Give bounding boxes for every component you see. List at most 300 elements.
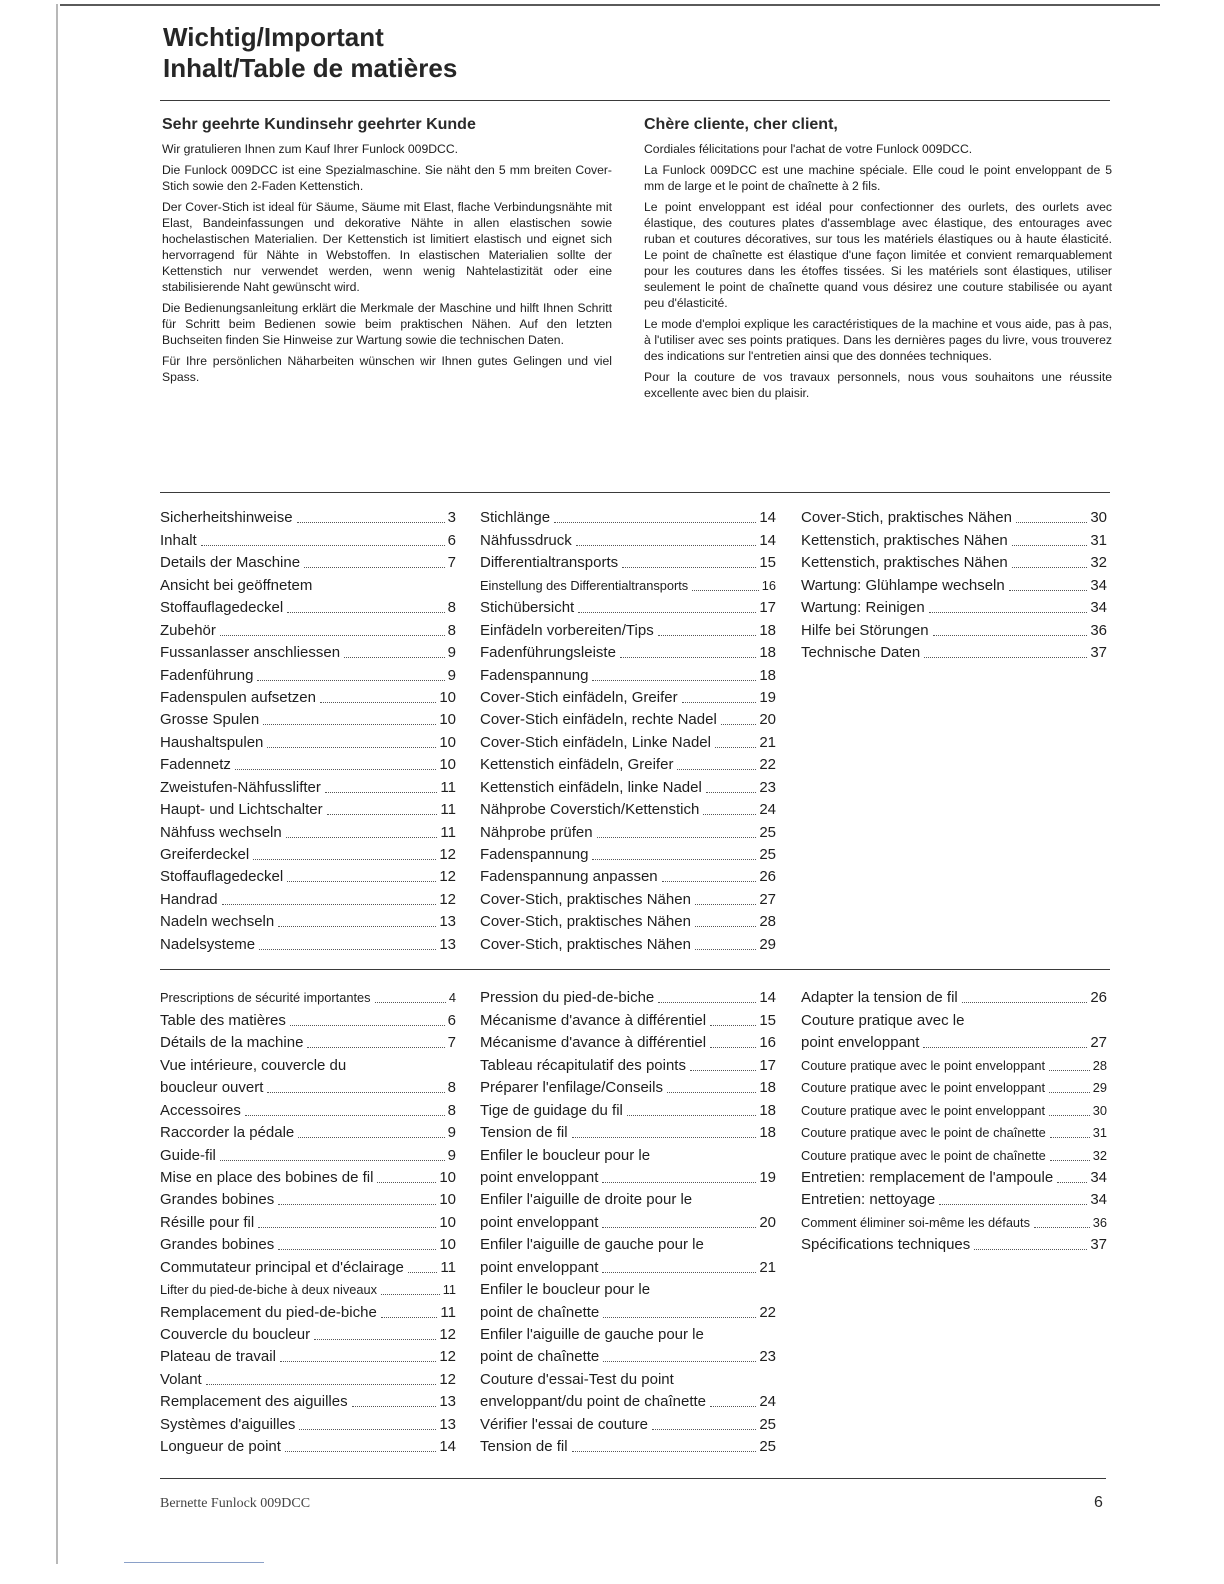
intro-german bbox=[162, 116, 612, 390]
toc-dot-leader bbox=[377, 1182, 436, 1183]
intro-german-paragraph: Für Ihre persönlichen Näharbeiten wünschen wir Ihnen gutes Gelingen und viel Spass. bbox=[162, 354, 612, 384]
toc-dot-leader bbox=[245, 1115, 445, 1116]
toc-dot-leader bbox=[692, 590, 759, 591]
toc-entry-label: Kettenstich einfädeln, linke Nadel bbox=[480, 778, 702, 796]
toc-entry bbox=[160, 1052, 456, 1074]
toc-entry-page: 12 bbox=[439, 890, 456, 908]
toc-dot-leader bbox=[267, 747, 436, 748]
toc-entry-label: Remplacement du pied-de-biche bbox=[160, 1303, 377, 1321]
toc-entry bbox=[160, 1097, 456, 1119]
toc-entry bbox=[480, 662, 776, 684]
intro-french-heading: Chère cliente, cher client, bbox=[644, 116, 838, 133]
toc-dot-leader bbox=[1009, 590, 1088, 591]
toc-dot-leader bbox=[286, 837, 438, 838]
toc-entry-label: Enfiler l'aiguille de gauche pour le bbox=[480, 1236, 704, 1254]
toc-entry-page: 18 bbox=[759, 666, 776, 684]
toc-entry bbox=[160, 1299, 456, 1321]
title-line-1: Wichtig/Important bbox=[163, 22, 384, 52]
toc-entry bbox=[160, 909, 456, 931]
toc-entry-label: Stichlänge bbox=[480, 509, 551, 527]
toc-entry-page: 18 bbox=[759, 621, 776, 639]
toc-entry bbox=[801, 550, 1107, 572]
toc-entry-page: 10 bbox=[439, 1191, 456, 1209]
toc-entry-page: 9 bbox=[447, 644, 456, 662]
toc-entry-label: Zubehör bbox=[160, 621, 216, 639]
toc-entry-page: 13 bbox=[439, 1415, 456, 1433]
toc-entry bbox=[801, 985, 1107, 1007]
toc-entry-page: 18 bbox=[759, 1079, 776, 1097]
toc-german-column-2 bbox=[480, 505, 776, 954]
toc-entry-page: 25 bbox=[759, 1438, 776, 1456]
toc-dot-leader bbox=[962, 1002, 1088, 1003]
toc-dot-leader bbox=[381, 1317, 438, 1318]
toc-entry-page: 18 bbox=[759, 1124, 776, 1142]
toc-entry-page: 34 bbox=[1090, 1191, 1107, 1209]
toc-entry bbox=[480, 1344, 776, 1366]
toc-entry-label: Prescriptions de sécurité importantes bbox=[160, 990, 371, 1006]
toc-entry-page: 8 bbox=[447, 1101, 456, 1119]
toc-dot-leader bbox=[280, 1361, 436, 1362]
toc-entry-label: Cover-Stich, praktisches Nähen bbox=[801, 509, 1012, 527]
toc-entry-page: 9 bbox=[447, 666, 456, 684]
toc-entry bbox=[160, 595, 456, 617]
toc-entry bbox=[480, 1232, 776, 1254]
toc-entry-page: 11 bbox=[442, 1282, 456, 1298]
toc-entry bbox=[480, 617, 776, 639]
toc-entry-label: point enveloppant bbox=[480, 1168, 599, 1186]
toc-dot-leader bbox=[1016, 522, 1087, 523]
toc-entry-label: Stoffauflagedeckel bbox=[160, 599, 284, 617]
toc-dot-leader bbox=[320, 702, 436, 703]
toc-entry bbox=[160, 550, 456, 572]
toc-entry-page: 12 bbox=[439, 1370, 456, 1388]
toc-dot-leader bbox=[939, 1204, 1087, 1205]
toc-entry bbox=[160, 1007, 456, 1029]
toc-entry-page: 18 bbox=[759, 644, 776, 662]
toc-entry bbox=[801, 1052, 1107, 1074]
toc-entry-page: 10 bbox=[439, 1213, 456, 1231]
toc-entry bbox=[160, 864, 456, 886]
toc-entry-label: Cover-Stich, praktisches Nähen bbox=[480, 935, 691, 953]
toc-entry-label: Commutateur principal et d'éclairage bbox=[160, 1258, 404, 1276]
toc-dot-leader bbox=[307, 1047, 444, 1048]
toc-entry-page: 28 bbox=[1092, 1057, 1107, 1073]
toc-entry-page: 12 bbox=[439, 868, 456, 886]
toc-dot-leader bbox=[620, 657, 756, 658]
toc-entry bbox=[160, 1187, 456, 1209]
page-edge-line bbox=[56, 4, 58, 1564]
toc-entry-page: 6 bbox=[447, 1011, 456, 1029]
toc-entry bbox=[801, 1007, 1107, 1029]
toc-entry bbox=[480, 527, 776, 549]
toc-entry bbox=[801, 1209, 1107, 1231]
toc-entry-label: Enfiler le boucleur pour le bbox=[480, 1146, 651, 1164]
toc-entry-label: Wartung: Reinigen bbox=[801, 599, 925, 617]
toc-entry-page: 30 bbox=[1092, 1102, 1107, 1118]
toc-dot-leader bbox=[710, 1047, 756, 1048]
toc-entry-page: 36 bbox=[1092, 1214, 1107, 1230]
toc-entry bbox=[801, 1120, 1107, 1142]
toc-entry-label: Volant bbox=[160, 1370, 202, 1388]
toc-entry bbox=[801, 617, 1107, 639]
toc-entry-label: Nähprobe prüfen bbox=[480, 823, 593, 841]
toc-entry-label: Longueur de point bbox=[160, 1438, 281, 1456]
toc-entry bbox=[480, 1299, 776, 1321]
toc-entry-page: 11 bbox=[440, 1258, 456, 1276]
toc-dot-leader bbox=[1049, 1092, 1090, 1093]
toc-entry-label: Fadenspannung bbox=[480, 666, 589, 684]
toc-entry-label: Cover-Stich einfädeln, Greifer bbox=[480, 688, 678, 706]
toc-entry-label: Entretien: nettoyage bbox=[801, 1191, 936, 1209]
toc-entry-page: 8 bbox=[447, 621, 456, 639]
toc-entry-label: Kettenstich, praktisches Nähen bbox=[801, 554, 1008, 572]
toc-entry-label: Fadennetz bbox=[160, 756, 231, 774]
toc-entry bbox=[480, 1366, 776, 1388]
toc-dot-leader bbox=[285, 1451, 436, 1452]
toc-entry-label: Couvercle du boucleur bbox=[160, 1326, 311, 1343]
toc-dot-leader bbox=[933, 635, 1088, 636]
toc-entry-label: Tension de fil bbox=[480, 1438, 568, 1456]
toc-entry-label: Fadenspulen aufsetzen bbox=[160, 688, 316, 706]
toc-entry-page: 11 bbox=[440, 1303, 456, 1321]
toc-dot-leader bbox=[1034, 1227, 1090, 1228]
top-border-line bbox=[60, 4, 1160, 6]
toc-entry bbox=[160, 1030, 456, 1052]
toc-entry bbox=[480, 1322, 776, 1344]
toc-entry-page: 7 bbox=[447, 554, 456, 572]
toc-entry-label: Enfiler l'aiguille de gauche pour le bbox=[480, 1326, 704, 1343]
toc-entry bbox=[480, 842, 776, 864]
toc-dot-leader bbox=[924, 657, 1087, 658]
toc-dot-leader bbox=[381, 1294, 440, 1295]
toc-entry-page: 36 bbox=[1090, 621, 1107, 639]
toc-dot-leader bbox=[408, 1272, 438, 1273]
toc-entry bbox=[480, 1187, 776, 1209]
toc-entry-label: Lifter du pied-de-biche à deux niveaux bbox=[160, 1282, 377, 1298]
toc-entry-page: 28 bbox=[759, 913, 776, 931]
toc-entry-page: 27 bbox=[1090, 1034, 1107, 1052]
toc-dot-leader bbox=[220, 635, 445, 636]
toc-entry-label: Entretien: remplacement de l'ampoule bbox=[801, 1168, 1054, 1186]
toc-entry bbox=[480, 1030, 776, 1052]
toc-entry bbox=[160, 1120, 456, 1142]
toc-entry bbox=[480, 1097, 776, 1119]
toc-dot-leader bbox=[263, 724, 436, 725]
toc-entry-label: Pression du pied-de-biche bbox=[480, 989, 655, 1007]
toc-dot-leader bbox=[253, 859, 436, 860]
toc-entry-label: Couture pratique avec le bbox=[801, 1011, 965, 1029]
toc-entry bbox=[480, 1075, 776, 1097]
toc-dot-leader bbox=[627, 1115, 756, 1116]
toc-entry-label: Ansicht bei geöffnetem bbox=[160, 576, 313, 594]
toc-dot-leader bbox=[682, 702, 757, 703]
toc-entry bbox=[160, 931, 456, 953]
toc-dot-leader bbox=[1049, 1115, 1090, 1116]
toc-dot-leader bbox=[923, 1047, 1087, 1048]
toc-entry-page: 25 bbox=[759, 846, 776, 863]
toc-entry-label: Stichübersicht bbox=[480, 599, 575, 617]
toc-dot-leader bbox=[235, 769, 436, 770]
toc-dot-leader bbox=[206, 1384, 437, 1385]
toc-entry-label: Haushaltspulen bbox=[160, 733, 264, 751]
toc-dot-leader bbox=[1012, 545, 1088, 546]
toc-entry-label: Enfiler l'aiguille de droite pour le bbox=[480, 1191, 693, 1209]
toc-entry-label: Fussanlasser anschliessen bbox=[160, 644, 341, 662]
divider-toc-german bbox=[160, 492, 1110, 493]
toc-dot-leader bbox=[677, 769, 756, 770]
toc-entry-page: 26 bbox=[759, 868, 776, 886]
toc-dot-leader bbox=[602, 1227, 756, 1228]
toc-dot-leader bbox=[974, 1249, 1087, 1250]
toc-entry-page: 13 bbox=[439, 935, 456, 953]
toc-dot-leader bbox=[297, 522, 445, 523]
intro-french-paragraph: La Funlock 009DCC est une machine spéciale. Elle coud le point enveloppant de 5 mm de large et le point de chaînette à 2 fils. bbox=[644, 163, 1112, 193]
toc-entry-page: 3 bbox=[447, 509, 456, 527]
toc-entry bbox=[160, 640, 456, 662]
toc-entry-page: 25 bbox=[759, 1415, 776, 1433]
toc-entry-page: 11 bbox=[440, 801, 456, 819]
toc-entry bbox=[480, 1254, 776, 1276]
toc-dot-leader bbox=[695, 949, 756, 950]
toc-entry bbox=[801, 640, 1107, 662]
divider-footer bbox=[160, 1478, 1106, 1479]
toc-entry-label: Technische Daten bbox=[801, 644, 921, 662]
toc-entry-page: 32 bbox=[1090, 554, 1107, 572]
toc-entry-page: 27 bbox=[759, 890, 776, 908]
intro-german-paragraph: Die Funlock 009DCC ist eine Spezialmaschine. Sie näht den 5 mm breiten Cover-Stich sowie den 2-Faden Kettenstich. bbox=[162, 163, 612, 193]
toc-entry-page: 31 bbox=[1092, 1125, 1107, 1141]
toc-dot-leader bbox=[278, 1204, 436, 1205]
toc-dot-leader bbox=[652, 1429, 756, 1430]
toc-entry bbox=[480, 640, 776, 662]
toc-entry bbox=[480, 729, 776, 751]
toc-entry-label: Tableau récapitulatif des points bbox=[480, 1056, 686, 1074]
toc-french-column-1 bbox=[160, 985, 456, 1456]
toc-entry-label: Couture pratique avec le point de chaînette bbox=[801, 1147, 1046, 1163]
page-number: 6 bbox=[1094, 1494, 1103, 1511]
toc-entry bbox=[160, 842, 456, 864]
toc-dot-leader bbox=[257, 680, 444, 681]
footer-brand: Bernette Funlock 009DCC bbox=[160, 1496, 311, 1511]
toc-entry-label: Nadeln wechseln bbox=[160, 913, 275, 931]
toc-entry-label: Cover-Stich, praktisches Nähen bbox=[480, 890, 691, 908]
toc-entry-label: Details der Maschine bbox=[160, 554, 301, 572]
toc-entry-label: Vue intérieure, couvercle du bbox=[160, 1056, 347, 1074]
toc-entry-page: 29 bbox=[759, 935, 776, 953]
toc-entry bbox=[801, 1030, 1107, 1052]
toc-entry-label: Kettenstich, praktisches Nähen bbox=[801, 531, 1008, 549]
toc-entry bbox=[480, 985, 776, 1007]
toc-entry-label: Sicherheitshinweise bbox=[160, 509, 293, 527]
toc-entry-label: boucleur ouvert bbox=[160, 1079, 264, 1097]
toc-entry bbox=[160, 1366, 456, 1388]
toc-entry-label: point de chaînette bbox=[480, 1303, 600, 1321]
toc-entry-page: 17 bbox=[759, 1056, 776, 1074]
toc-dot-leader bbox=[299, 1429, 436, 1430]
toc-entry bbox=[160, 752, 456, 774]
toc-entry-label: point de chaînette bbox=[480, 1348, 600, 1366]
toc-german-column-3 bbox=[801, 505, 1107, 662]
toc-entry-label: Zweistufen-Nähfusslifter bbox=[160, 778, 321, 796]
toc-entry-label: Accessoires bbox=[160, 1101, 241, 1119]
toc-entry-label: Wartung: Glühlampe wechseln bbox=[801, 576, 1005, 594]
toc-entry-label: Cover-Stich einfädeln, rechte Nadel bbox=[480, 711, 717, 729]
toc-dot-leader bbox=[658, 1002, 756, 1003]
toc-entry-page: 7 bbox=[447, 1034, 456, 1052]
toc-dot-leader bbox=[327, 814, 438, 815]
toc-entry-page: 32 bbox=[1092, 1147, 1107, 1163]
toc-entry bbox=[480, 864, 776, 886]
toc-entry bbox=[160, 527, 456, 549]
toc-entry-page: 23 bbox=[759, 1348, 776, 1366]
toc-entry bbox=[160, 985, 456, 1007]
toc-entry-label: Vérifier l'essai de couture bbox=[480, 1415, 648, 1433]
toc-entry bbox=[801, 505, 1107, 527]
toc-entry bbox=[480, 1120, 776, 1142]
toc-entry bbox=[160, 1254, 456, 1276]
intro-german-paragraph: Wir gratulieren Ihnen zum Kauf Ihrer Funlock 009DCC. bbox=[162, 142, 459, 156]
toc-entry-page: 21 bbox=[759, 733, 776, 751]
toc-entry-label: Préparer l'enfilage/Conseils bbox=[480, 1079, 663, 1097]
toc-dot-leader bbox=[258, 1227, 436, 1228]
toc-dot-leader bbox=[220, 1160, 445, 1161]
toc-entry-page: 12 bbox=[439, 1348, 456, 1366]
toc-entry-page: 10 bbox=[439, 688, 456, 706]
toc-entry-page: 11 bbox=[440, 823, 456, 841]
toc-entry-label: Cover-Stich, praktisches Nähen bbox=[480, 913, 691, 931]
toc-dot-leader bbox=[710, 1025, 756, 1026]
toc-entry bbox=[480, 595, 776, 617]
toc-entry-label: Remplacement des aiguilles bbox=[160, 1393, 348, 1411]
toc-entry bbox=[801, 1075, 1107, 1097]
toc-entry bbox=[480, 774, 776, 796]
toc-entry-label: Einfädeln vorbereiten/Tips bbox=[480, 621, 654, 639]
toc-entry-label: Nähprobe Coverstich/Kettenstich bbox=[480, 801, 700, 819]
toc-dot-leader bbox=[603, 1317, 756, 1318]
toc-entry bbox=[801, 1097, 1107, 1119]
toc-dot-leader bbox=[201, 545, 445, 546]
intro-french bbox=[644, 116, 1112, 406]
toc-entry-page: 10 bbox=[439, 756, 456, 774]
toc-entry-label: Couture pratique avec le point enveloppant bbox=[801, 1080, 1046, 1096]
toc-entry-page: 17 bbox=[759, 599, 776, 617]
toc-entry-page: 29 bbox=[1092, 1080, 1107, 1096]
toc-entry-page: 14 bbox=[759, 989, 776, 1007]
toc-entry bbox=[160, 1277, 456, 1299]
toc-entry bbox=[480, 1007, 776, 1029]
divider-toc-french bbox=[160, 969, 1110, 970]
toc-entry-page: 14 bbox=[759, 531, 776, 549]
toc-entry-label: Fadenführungsleiste bbox=[480, 644, 616, 662]
toc-entry-page: 24 bbox=[759, 801, 776, 819]
toc-entry bbox=[480, 797, 776, 819]
toc-entry bbox=[480, 1052, 776, 1074]
toc-entry-page: 22 bbox=[759, 756, 776, 774]
toc-entry-page: 12 bbox=[439, 846, 456, 863]
toc-dot-leader bbox=[278, 1249, 436, 1250]
toc-entry bbox=[480, 1209, 776, 1231]
toc-entry bbox=[480, 1142, 776, 1164]
toc-dot-leader bbox=[1049, 1070, 1090, 1071]
toc-dot-leader bbox=[1012, 567, 1088, 568]
toc-dot-leader bbox=[578, 612, 756, 613]
toc-entry-page: 19 bbox=[759, 688, 776, 706]
toc-dot-leader bbox=[554, 522, 756, 523]
toc-entry-label: Kettenstich einfädeln, Greifer bbox=[480, 756, 674, 774]
divider-title bbox=[160, 100, 1110, 101]
toc-dot-leader bbox=[267, 1092, 444, 1093]
toc-dot-leader bbox=[622, 567, 756, 568]
intro-french-paragraph: Le mode d'emploi explique les caractéristiques de la machine et vous aide, pas à pas, à l'utiliser avec ses points pratiques. Dans les dernières pages du livre, vous trouverez des indications sur l'entretien ainsi que des données techniques. bbox=[644, 317, 1112, 363]
toc-french-column-3 bbox=[801, 985, 1107, 1254]
toc-entry-page: 13 bbox=[439, 913, 456, 931]
toc-entry bbox=[160, 707, 456, 729]
toc-entry-page: 37 bbox=[1090, 1236, 1107, 1254]
toc-entry bbox=[160, 662, 456, 684]
toc-dot-leader bbox=[597, 837, 757, 838]
toc-entry bbox=[801, 595, 1107, 617]
toc-entry bbox=[801, 1142, 1107, 1164]
toc-dot-leader bbox=[695, 904, 756, 905]
toc-entry-page: 16 bbox=[759, 1034, 776, 1052]
toc-entry bbox=[480, 819, 776, 841]
intro-german-paragraph: Die Bedienungsanleitung erklärt die Merkmale der Maschine und hilft Ihnen Schritt für Schritt beim Bedienen sowie beim praktischen Nähen. Auf den letzten Buchseiten finden Sie Hinweise zur Wartung sowie die technischen Daten. bbox=[162, 301, 612, 347]
toc-dot-leader bbox=[602, 1182, 756, 1183]
toc-entry bbox=[480, 1389, 776, 1411]
toc-entry-label: Couture pratique avec le point enveloppant bbox=[801, 1057, 1046, 1073]
toc-dot-leader bbox=[695, 926, 756, 927]
toc-dot-leader bbox=[222, 904, 437, 905]
bottom-scan-mark bbox=[124, 1562, 264, 1563]
toc-dot-leader bbox=[278, 926, 436, 927]
toc-entry bbox=[801, 1187, 1107, 1209]
toc-dot-leader bbox=[662, 881, 757, 882]
toc-entry bbox=[480, 886, 776, 908]
toc-entry-label: Couture pratique avec le point enveloppant bbox=[801, 1102, 1046, 1118]
toc-entry bbox=[160, 685, 456, 707]
toc-entry-page: 19 bbox=[759, 1168, 776, 1186]
toc-entry bbox=[160, 1165, 456, 1187]
toc-entry bbox=[801, 527, 1107, 549]
toc-entry-page: 10 bbox=[439, 1168, 456, 1186]
toc-entry bbox=[160, 1411, 456, 1433]
toc-dot-leader bbox=[721, 724, 757, 725]
toc-entry-label: Mécanisme d'avance à différentiel bbox=[480, 1034, 707, 1052]
intro-french-paragraph: Le point enveloppant est idéal pour confectionner des ourlets, des ourlets avec élastique, des coutures plates d'assemblage avec élastique, des entourages avec ruban et coutures décoratives, sur tous les matériels élastiques ou à haute élasticité. Le point de chaînette est élastique d'une façon limitée et convient remarquablement pour les coutures dans les étoffes tissées. Si les matériels sont élastiques, utiliser seulement le point de chaînette quand vous désirez une couture stabilisée ou ayant peu d'élasticité. bbox=[644, 200, 1112, 310]
toc-entry bbox=[480, 550, 776, 572]
toc-dot-leader bbox=[1050, 1160, 1090, 1161]
toc-dot-leader bbox=[572, 1137, 757, 1138]
toc-entry bbox=[480, 707, 776, 729]
intro-german-heading: Sehr geehrte Kundinsehr geehrter Kunde bbox=[162, 116, 476, 133]
intro-french-paragraph: Pour la couture de vos travaux personnels, nous vous souhaitons une réussite excellente avec bien du plaisir. bbox=[644, 370, 1112, 400]
toc-entry-label: Cover-Stich einfädeln, Linke Nadel bbox=[480, 733, 711, 751]
toc-entry-page: 26 bbox=[1090, 989, 1107, 1007]
toc-dot-leader bbox=[1057, 1182, 1087, 1183]
toc-entry bbox=[480, 1277, 776, 1299]
toc-entry-page: 25 bbox=[759, 823, 776, 841]
title-line-2: Inhalt/Table de matières bbox=[163, 53, 458, 83]
toc-entry-label: Spécifications techniques bbox=[801, 1236, 971, 1254]
toc-entry bbox=[480, 1165, 776, 1187]
toc-entry-page: 8 bbox=[447, 1079, 456, 1097]
toc-dot-leader bbox=[287, 612, 445, 613]
toc-entry-page: 34 bbox=[1090, 599, 1107, 617]
toc-entry-label: Grandes bobines bbox=[160, 1236, 275, 1254]
toc-entry-label: Couture pratique avec le point de chaînette bbox=[801, 1125, 1046, 1141]
toc-entry-page: 6 bbox=[447, 531, 456, 549]
toc-entry-page: 14 bbox=[439, 1438, 456, 1456]
